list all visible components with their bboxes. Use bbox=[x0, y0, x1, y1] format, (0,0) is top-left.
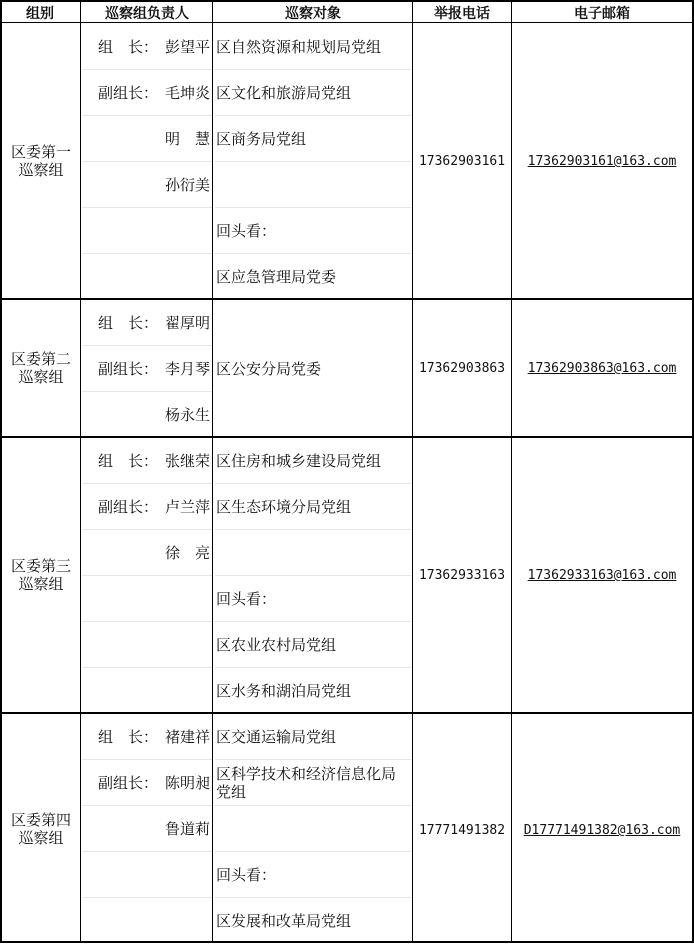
group-name: 区委第二巡察组 bbox=[10, 350, 71, 386]
leader-role: 副组长： bbox=[98, 84, 159, 102]
row-divider bbox=[215, 483, 411, 484]
row-divider bbox=[82, 207, 212, 208]
leader-name: 鲁道莉 bbox=[164, 820, 210, 838]
report-phone: 17362933163 bbox=[418, 568, 506, 583]
target-item: 区公安分局党委 bbox=[216, 360, 322, 378]
row-divider bbox=[215, 161, 411, 162]
table-border-left bbox=[0, 0, 2, 943]
row-divider bbox=[82, 667, 212, 668]
row-divider bbox=[215, 897, 411, 898]
row-divider bbox=[215, 69, 411, 70]
header-leaders: 巡察组负责人 bbox=[105, 6, 189, 22]
report-phone: 17362903161 bbox=[418, 154, 506, 169]
group-name: 区委第四巡察组 bbox=[10, 811, 71, 847]
target-item: 区文化和旅游局党组 bbox=[216, 84, 352, 102]
report-phone: 17362903863 bbox=[418, 361, 506, 376]
header-phone: 举报电话 bbox=[434, 6, 490, 22]
leader-name: 明 慧 bbox=[164, 130, 210, 148]
column-divider bbox=[212, 0, 213, 943]
row-divider bbox=[82, 759, 212, 760]
row-divider bbox=[82, 69, 212, 70]
leader-role: 组 长： bbox=[98, 314, 159, 332]
header-targets: 巡察对象 bbox=[285, 6, 341, 22]
row-divider bbox=[82, 115, 212, 116]
row-divider bbox=[215, 207, 411, 208]
row-divider bbox=[215, 529, 411, 530]
target-item: 区生态环境分局党组 bbox=[216, 498, 352, 516]
table-border-bottom bbox=[0, 941, 694, 943]
header-email: 电子邮箱 bbox=[574, 6, 630, 22]
target-item: 区商务局党组 bbox=[216, 130, 307, 148]
group-name: 区委第一巡察组 bbox=[10, 143, 71, 179]
report-email[interactable]: D17771491382@163.com bbox=[523, 823, 681, 838]
target-item: 区发展和改革局党组 bbox=[216, 912, 352, 930]
leader-role: 组 长： bbox=[98, 728, 159, 746]
target-item: 回头看： bbox=[216, 866, 277, 884]
leader-name: 毛坤炎 bbox=[164, 84, 210, 102]
target-item: 回头看： bbox=[216, 222, 277, 240]
row-divider bbox=[82, 575, 212, 576]
row-divider bbox=[82, 529, 212, 530]
report-phone: 17771491382 bbox=[418, 823, 506, 838]
row-divider bbox=[82, 253, 212, 254]
row-divider bbox=[215, 667, 411, 668]
row-divider bbox=[82, 391, 212, 392]
leader-name: 翟厚明 bbox=[164, 314, 210, 332]
row-divider bbox=[82, 621, 212, 622]
leader-name: 孙衍美 bbox=[164, 176, 210, 194]
row-divider bbox=[82, 897, 212, 898]
leader-role: 副组长： bbox=[98, 774, 159, 792]
leader-role: 副组长： bbox=[98, 498, 159, 516]
target-item: 区住房和城乡建设局党组 bbox=[216, 452, 382, 470]
row-divider bbox=[215, 575, 411, 576]
row-divider bbox=[82, 483, 212, 484]
leader-name: 陈明昶 bbox=[164, 774, 210, 792]
report-email[interactable]: 17362903161@163.com bbox=[527, 154, 677, 169]
leader-name: 杨永生 bbox=[164, 406, 210, 424]
column-divider bbox=[80, 0, 81, 943]
leader-name: 褚建祥 bbox=[164, 728, 210, 746]
leader-name: 李月琴 bbox=[164, 360, 210, 378]
target-item: 区农业农村局党组 bbox=[216, 636, 337, 654]
target-item: 区自然资源和规划局党组 bbox=[216, 38, 382, 56]
leader-name: 彭望平 bbox=[164, 38, 210, 56]
row-divider bbox=[82, 851, 212, 852]
leader-role: 组 长： bbox=[98, 38, 159, 56]
row-divider bbox=[215, 805, 411, 806]
leader-role: 副组长： bbox=[98, 360, 159, 378]
target-item: 区科学技术和经济信息化局党组 bbox=[216, 765, 397, 801]
group-name: 区委第三巡察组 bbox=[10, 557, 71, 593]
report-email[interactable]: 17362933163@163.com bbox=[527, 568, 677, 583]
row-divider bbox=[82, 161, 212, 162]
target-item: 区交通运输局党组 bbox=[216, 728, 337, 746]
header-divider bbox=[0, 22, 694, 23]
leader-name: 卢兰萍 bbox=[164, 498, 210, 516]
leader-name: 张继荣 bbox=[164, 452, 210, 470]
column-divider bbox=[511, 0, 512, 943]
target-item: 区应急管理局党委 bbox=[216, 268, 337, 286]
row-divider bbox=[215, 253, 411, 254]
column-divider bbox=[412, 0, 413, 943]
row-divider bbox=[82, 345, 212, 346]
target-item: 回头看： bbox=[216, 590, 277, 608]
row-divider bbox=[215, 851, 411, 852]
leader-role: 组 长： bbox=[98, 452, 159, 470]
row-divider bbox=[82, 805, 212, 806]
row-divider bbox=[215, 621, 411, 622]
target-item: 区水务和湖泊局党组 bbox=[216, 682, 352, 700]
leader-name: 徐 亮 bbox=[164, 544, 210, 562]
row-divider bbox=[215, 115, 411, 116]
row-divider bbox=[215, 759, 411, 760]
table-border-top bbox=[0, 0, 694, 2]
header-group: 组别 bbox=[26, 6, 54, 22]
group-divider bbox=[0, 436, 694, 438]
report-email[interactable]: 17362903863@163.com bbox=[527, 361, 677, 376]
group-divider bbox=[0, 298, 694, 300]
group-divider bbox=[0, 712, 694, 714]
